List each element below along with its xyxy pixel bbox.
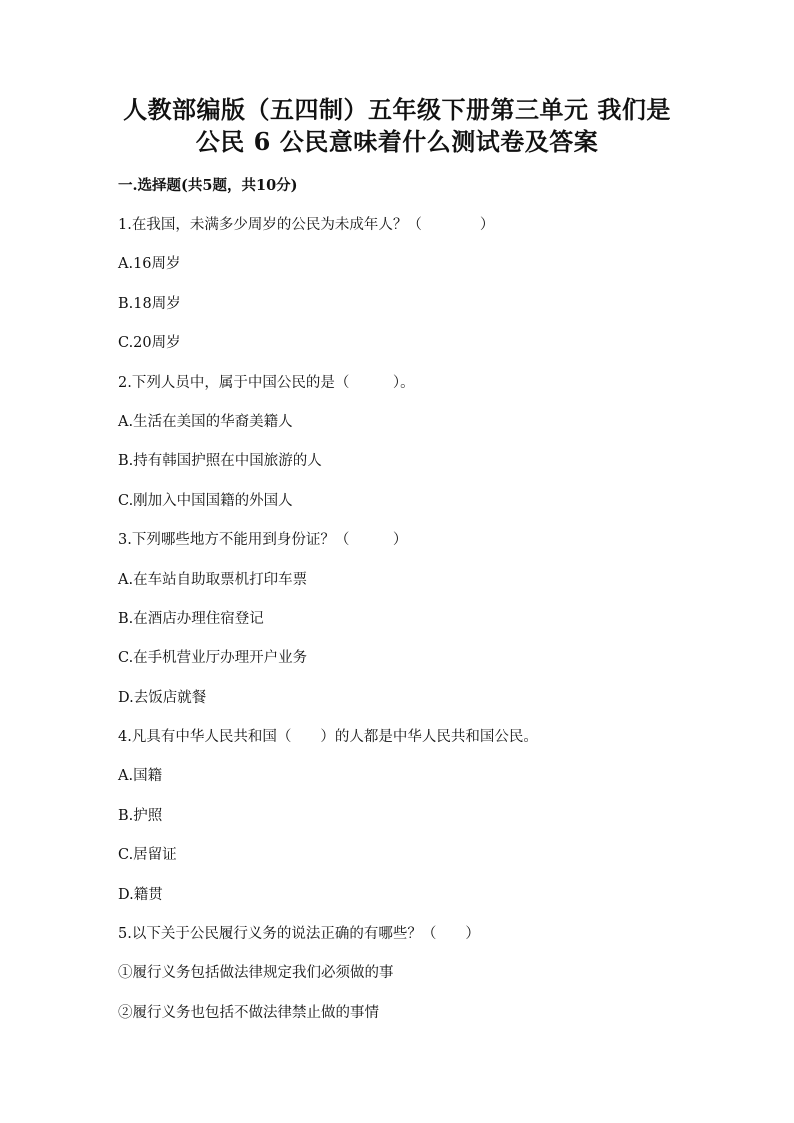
question-4-option-c: C.居留证	[118, 847, 177, 864]
question-2-option-c: C.刚加入中国国籍的外国人	[118, 492, 293, 509]
question-1-option-c: C.20周岁	[118, 335, 181, 352]
question-3: 3.下列哪些地方不能用到身份证？（ ）	[118, 532, 408, 549]
question-5: 5.以下关于公民履行义务的说法正确的有哪些？（ ）	[118, 926, 480, 943]
question-3-option-c: C.在手机营业厅办理开户业务	[118, 650, 308, 667]
question-1: 1.在我国，未满多少周岁的公民为未成年人？（ ）	[118, 217, 495, 233]
question-2: 2.下列人员中，属于中国公民的是（ ）。	[118, 374, 415, 391]
title-line-1: 人教部编版（五四制）五年级下册第三单元 我们是	[123, 95, 671, 124]
question-4-option-a: A.国籍	[118, 768, 163, 785]
question-4-option-b: B.护照	[118, 807, 163, 824]
question-4-option-d: D.籍贯	[118, 886, 163, 903]
question-1-option-a: A.16周岁	[118, 256, 181, 273]
question-3-option-a: A.在车站自助取票机打印车票	[118, 571, 308, 588]
question-3-option-d: D.去饭店就餐	[118, 689, 207, 706]
question-3-option-b: B.在酒店办理住宿登记	[118, 610, 264, 627]
question-list	[118, 215, 676, 1023]
question-4: 4.凡具有中华人民共和国（ ）的人都是中华人民共和国公民。	[118, 729, 538, 746]
title-line-2: 公民 6 公民意味着什么测试卷及答案	[195, 127, 599, 156]
document-title	[118, 94, 676, 158]
question-2-option-b: B.持有韩国护照在中国旅游的人	[118, 453, 322, 470]
question-2-option-a: A.生活在美国的华裔美籍人	[118, 413, 293, 430]
question-1-option-b: B.18周岁	[118, 295, 181, 312]
question-5-statement-1: ①履行义务包括做法律规定我们必须做的事	[118, 965, 394, 982]
question-5-statement-2: ②履行义务也包括不做法律禁止做的事情	[118, 1004, 379, 1021]
section-heading: 一.选择题(共5题，共10分)	[118, 177, 298, 194]
